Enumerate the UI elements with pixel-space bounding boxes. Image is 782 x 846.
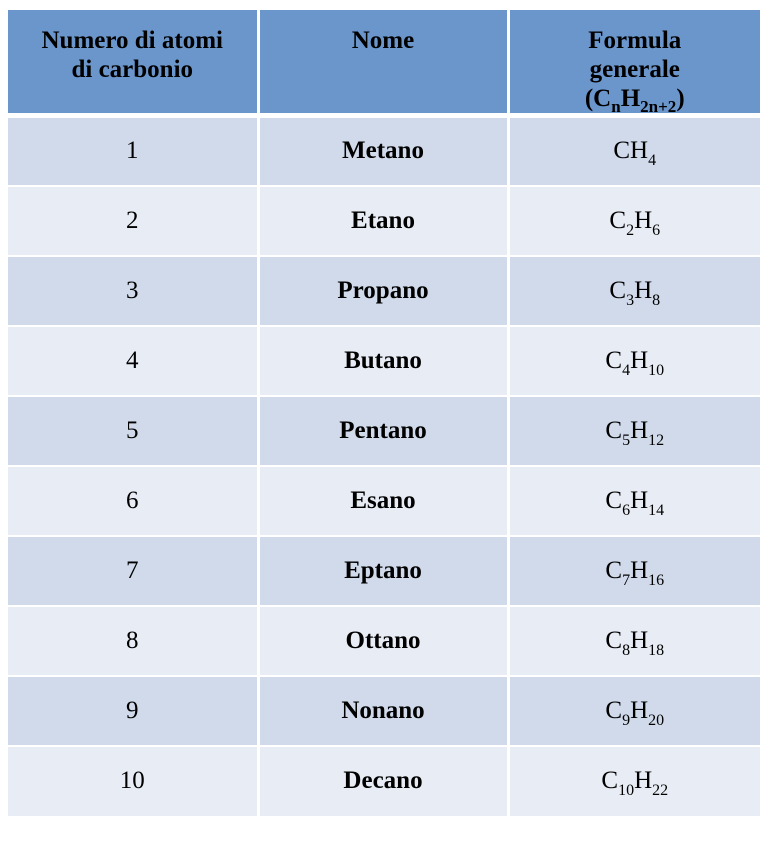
formula-subscript-n: n [611, 97, 621, 116]
table-row [8, 256, 760, 326]
table-header [8, 10, 760, 116]
formula-element: H [630, 556, 649, 584]
formula-element: H [630, 696, 649, 724]
carbon-count-cell: 9 [8, 676, 258, 746]
formula-element: H [630, 416, 649, 444]
formula-cell [508, 746, 760, 816]
header-name [258, 10, 508, 116]
formula-subscript: 3 [626, 291, 635, 309]
alkane-name-cell: Propano [258, 256, 508, 326]
alkane-name-cell: Eptano [258, 536, 508, 606]
formula-cell [508, 256, 760, 326]
table-body [8, 116, 760, 816]
formula-element: C [601, 767, 619, 794]
formula-element: H [630, 486, 649, 514]
alkane-name-cell: Pentano [258, 396, 508, 466]
formula-subscript: 20 [648, 711, 665, 729]
formula-subscript: 6 [652, 221, 661, 239]
formula-element: C [605, 626, 623, 654]
formula-element-c: C [593, 85, 612, 112]
formula-cell [508, 676, 760, 746]
table-row [8, 466, 760, 536]
header-formula [508, 10, 760, 116]
formula-element: H [634, 276, 653, 304]
formula-subscript: 10 [648, 361, 665, 379]
formula-subscript: 18 [648, 641, 665, 659]
formula-close-paren: ) [676, 85, 685, 112]
formula-subscript-2n2: 2n+2 [640, 97, 677, 116]
formula-element: C [605, 486, 623, 514]
header-formula-line2: generale [589, 56, 680, 83]
table-row [8, 186, 760, 256]
formula-subscript: 8 [652, 291, 661, 309]
header-carbon-count-line2: di carbonio [71, 56, 194, 83]
formula-subscript: 22 [652, 782, 669, 799]
table-row [8, 606, 760, 676]
formula-subscript: 16 [648, 571, 665, 589]
table-row [8, 536, 760, 606]
table-row [8, 116, 760, 186]
formula-element: H [630, 626, 649, 654]
formula-subscript: 5 [622, 431, 631, 449]
formula-element: CH [613, 137, 649, 165]
carbon-count-cell: 4 [8, 326, 258, 396]
formula-element: C [609, 206, 627, 234]
formula-subscript: 4 [622, 361, 631, 379]
formula-subscript: 6 [622, 501, 631, 519]
formula-cell [508, 606, 760, 676]
formula-element: C [605, 416, 623, 444]
formula-subscript: 4 [648, 152, 657, 170]
table-row [8, 746, 760, 816]
alkane-table [8, 10, 760, 816]
carbon-count-cell: 8 [8, 606, 258, 676]
formula-cell [508, 116, 760, 186]
table-row [8, 326, 760, 396]
carbon-count-cell: 7 [8, 536, 258, 606]
formula-cell [508, 466, 760, 536]
formula-element: H [630, 346, 649, 374]
carbon-count-cell: 10 [8, 746, 258, 816]
alkane-name-cell: Etano [258, 186, 508, 256]
formula-element: C [605, 696, 623, 724]
header-carbon-count [8, 10, 258, 116]
formula-element-h: H [620, 85, 641, 112]
alkane-table-container [8, 10, 760, 816]
formula-element: C [609, 276, 627, 304]
header-general-formula [518, 84, 753, 116]
formula-cell [508, 186, 760, 256]
table-row [8, 676, 760, 746]
alkane-name-cell: Ottano [258, 606, 508, 676]
carbon-count-cell: 1 [8, 116, 258, 186]
header-row [8, 10, 760, 116]
header-name-label: Nome [351, 27, 415, 54]
formula-element: H [634, 206, 653, 234]
formula-subscript: 14 [648, 501, 665, 519]
alkane-name-cell: Butano [258, 326, 508, 396]
header-formula-line1: Formula [588, 27, 682, 54]
alkane-name-cell: Metano [258, 116, 508, 186]
carbon-count-cell: 6 [8, 466, 258, 536]
formula-subscript: 8 [622, 641, 631, 659]
formula-subscript: 10 [618, 782, 635, 799]
header-carbon-count-line1: Numero di atomi [41, 27, 223, 54]
formula-cell [508, 396, 760, 466]
formula-subscript: 7 [622, 571, 631, 589]
formula-subscript: 12 [648, 431, 665, 449]
formula-element: C [605, 346, 623, 374]
alkane-name-cell: Decano [258, 746, 508, 816]
formula-cell [508, 536, 760, 606]
alkane-name-cell: Nonano [258, 676, 508, 746]
formula-cell [508, 326, 760, 396]
formula-element: H [634, 767, 653, 794]
carbon-count-cell: 5 [8, 396, 258, 466]
carbon-count-cell: 2 [8, 186, 258, 256]
formula-open-paren: ( [584, 85, 594, 112]
formula-subscript: 9 [622, 711, 631, 729]
formula-element: C [605, 556, 623, 584]
alkane-name-cell: Esano [258, 466, 508, 536]
table-row [8, 396, 760, 466]
carbon-count-cell: 3 [8, 256, 258, 326]
formula-subscript: 2 [626, 221, 635, 239]
